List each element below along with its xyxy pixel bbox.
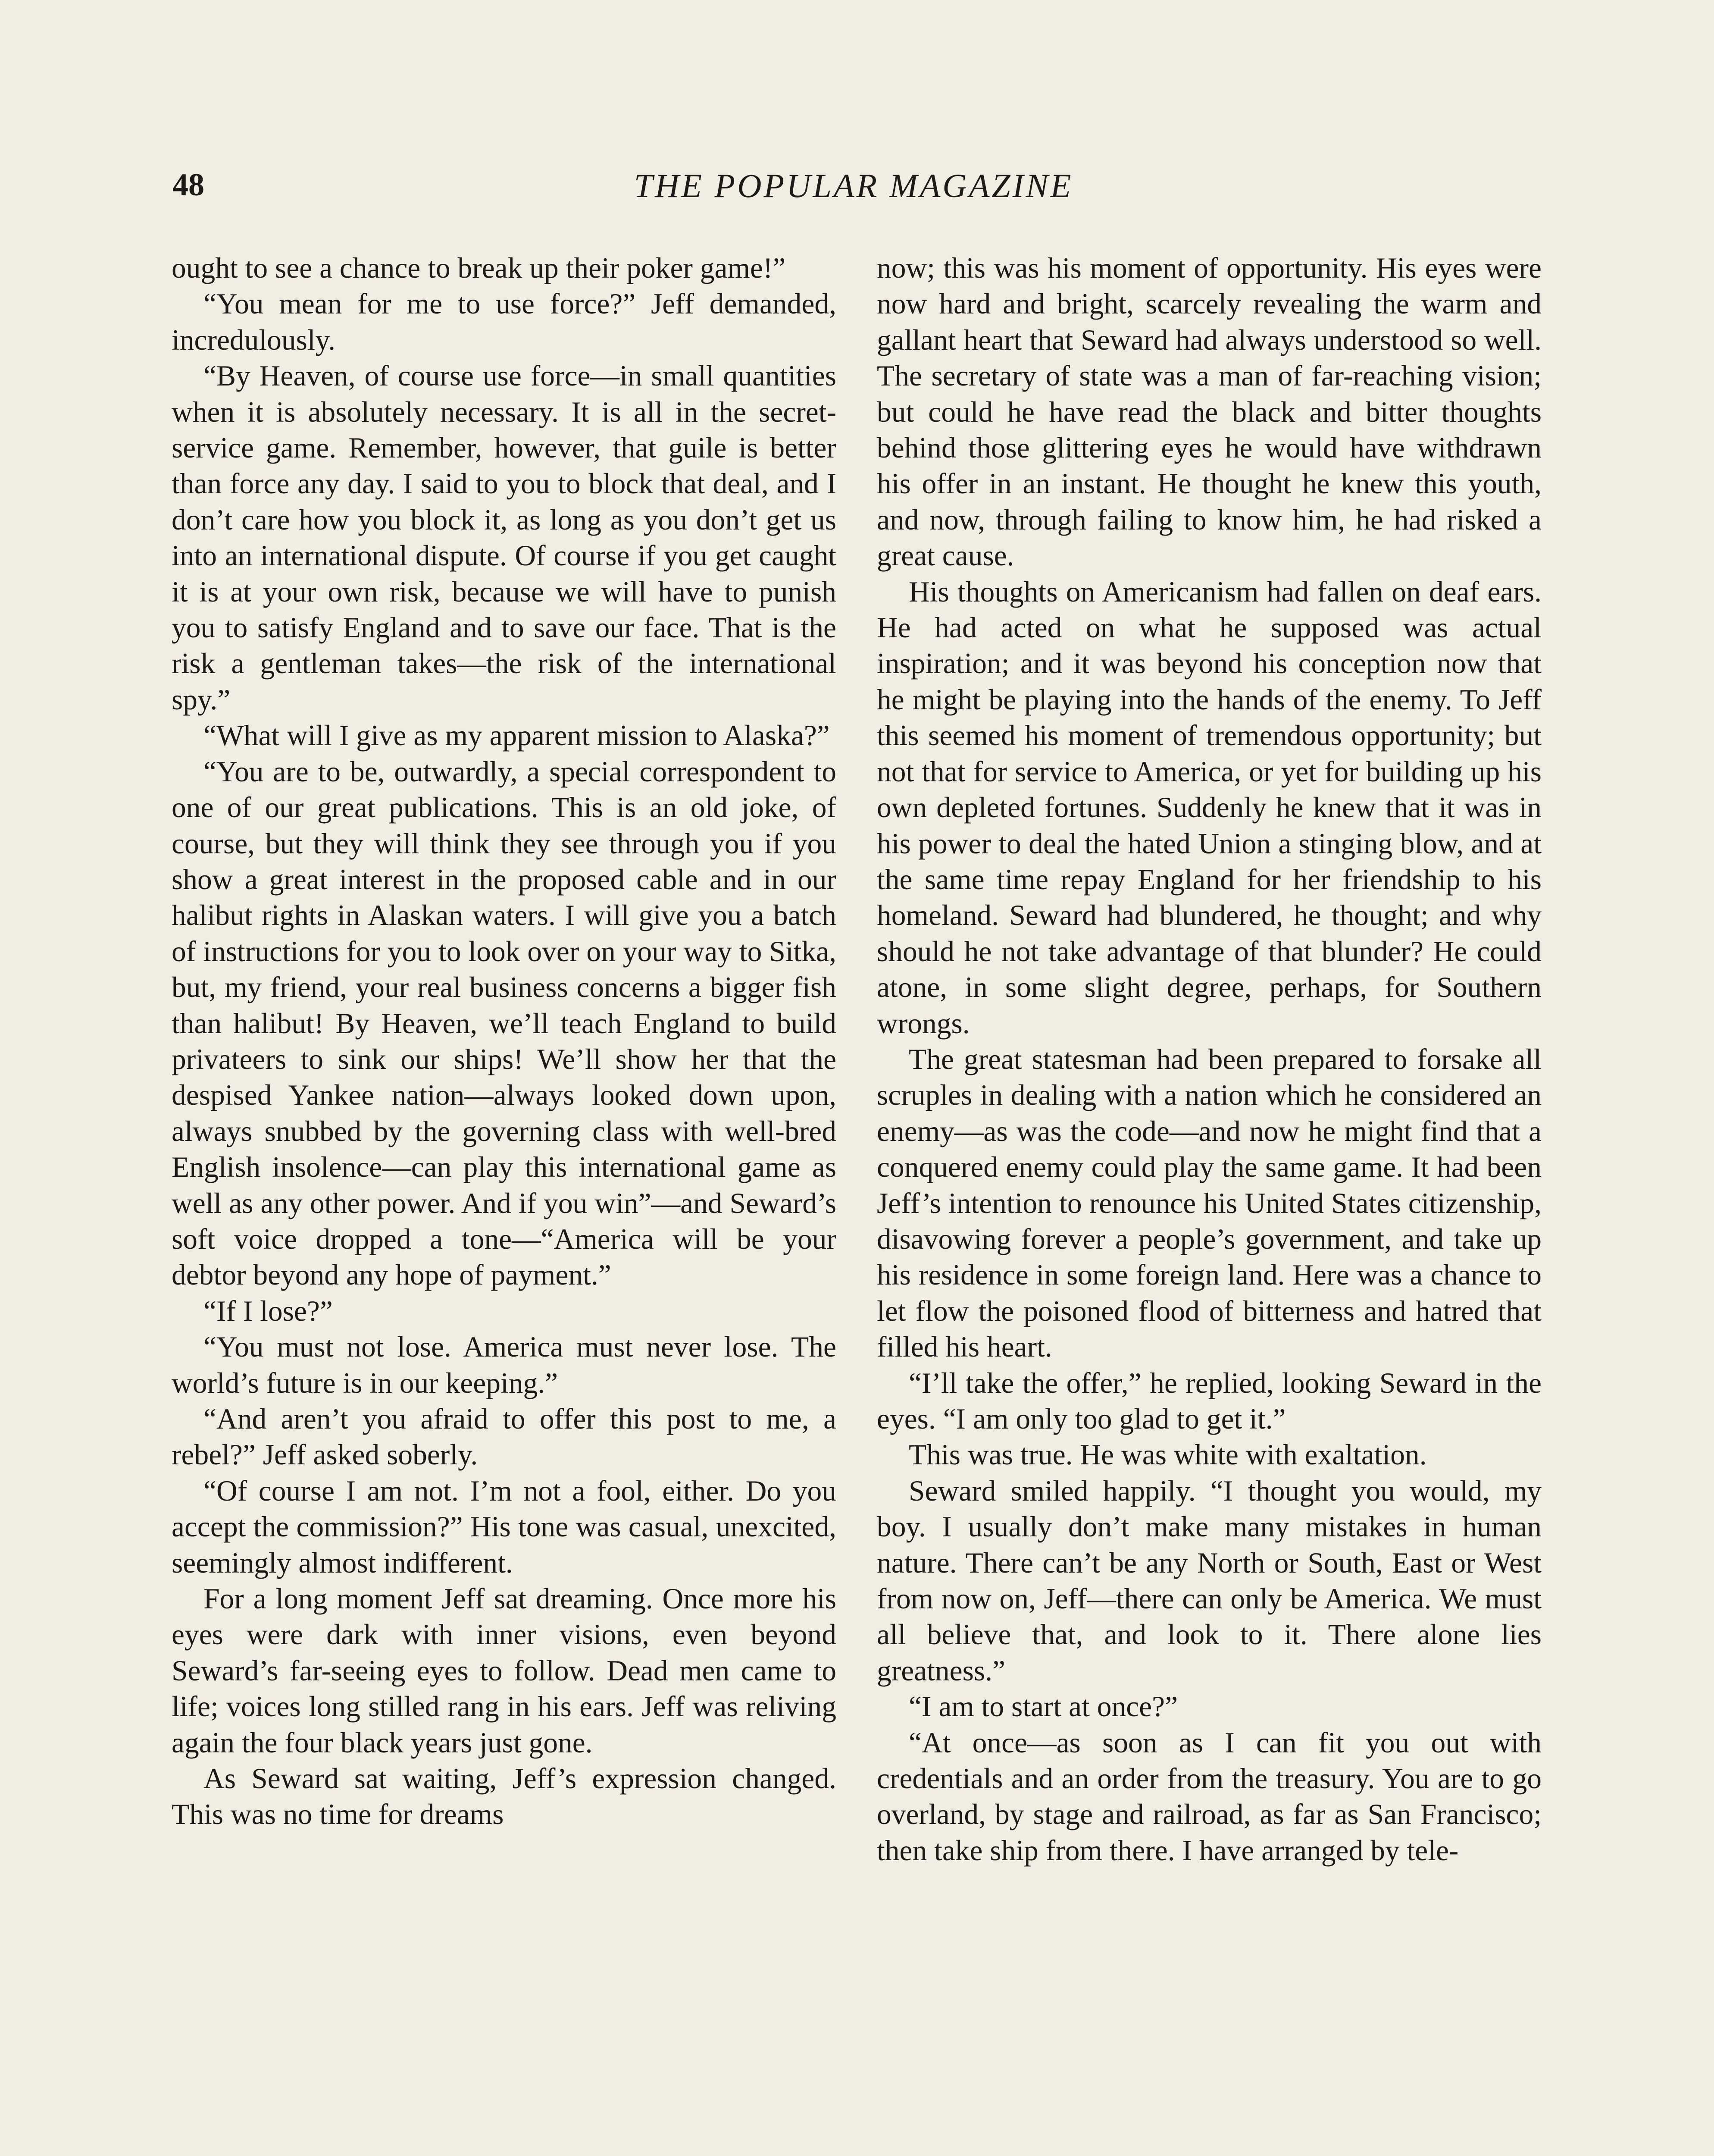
paragraph: As Seward sat waiting, Jeff’s expression changed. This was no time for dreams xyxy=(172,1762,836,1831)
page-number: 48 xyxy=(172,167,204,203)
paragraph: The great statesman had been prepared to forsake all scruples in dealing with a nation which he considered an enemy—as was the code—and now he might find that a conquered enemy could play the same game. It had been Jeff’s intention to renounce his United States citizenship, disavowing forever a people’s government, and take up his residence in some foreign land. Here was a chance to let flow the poisoned flood of bitterness and hatred that filled his heart. xyxy=(877,1043,1542,1363)
paragraph: “You mean for me to use force?” Jeff demanded, incredulously. xyxy=(172,288,836,356)
left-column xyxy=(172,250,836,1833)
paragraph: “You are to be, outwardly, a special correspondent to one of our great publications. This is an old joke, of course, but they will think they see through you if you show a great interest in the proposed cable and in our halibut rights in Alaskan waters. I will give you a batch of instructions for you to look over on your way to Sitka, but, my friend, your real business concerns a bigger fish than halibut! By Heaven, we’ll teach England to build privateers to sink our ships! We’ll show her that the despised Yankee nation—always looked down upon, always snubbed by the governing class with well-bred English insolence—can play this international game as well as any other power. And if you win”—and Seward’s soft voice dropped a tone—“America will be your debtor beyond any hope of payment.” xyxy=(172,755,836,1291)
paragraph: “What will I give as my apparent mission to Alaska?” xyxy=(203,719,830,752)
paragraph: “I’ll take the offer,” he replied, looking Seward in the eyes. “I am only too glad to get it.” xyxy=(877,1366,1542,1435)
paragraph: This was true. He was white with exaltation. xyxy=(909,1438,1427,1471)
paragraph: ought to see a chance to break up their poker game!” xyxy=(172,252,786,284)
paragraph: “You must not lose. America must never lose. The world’s future is in our keeping.” xyxy=(172,1331,836,1399)
paragraph: “If I lose?” xyxy=(203,1294,333,1327)
paragraph: “At once—as soon as I can fit you out with credentials and an order from the treasury. You are to go overland, by stage and railroad, as far as San Francisco; then take ship from there. I have arranged by tele- xyxy=(877,1726,1542,1867)
paragraph: “And aren’t you afraid to offer this post to me, a rebel?” Jeff asked soberly. xyxy=(172,1403,836,1471)
paragraph: “Of course I am not. I’m not a fool, either. Do you accept the commission?” His tone was casual, unexcited, seemingly almost indifferent. xyxy=(172,1474,836,1579)
paragraph: “By Heaven, of course use force—in small quantities when it is absolutely necessary. It is all in the secret-service game. Remember, however, that guile is better than force any day. I said to you to block that deal, and I don’t care how you block it, as long as you don’t get us into an international dispute. Of course if you get caught it is at your own risk, because we will have to punish you to satisfy England and to save our face. That is the risk a gentleman takes—the risk of the international spy.” xyxy=(172,360,836,716)
right-column xyxy=(877,250,1542,1868)
paragraph: His thoughts on Americanism had fallen on deaf ears. He had acted on what he supposed was actual inspiration; and it was beyond his conception now that he might be playing into the hands of the enemy. To Jeff this seemed his moment of tremendous opportunity; but not that for service to America, or yet for building up his own depleted fortunes. Suddenly he knew that it was in his power to deal the hated Union a stinging blow, and at the same time repay England for her friendship to his homeland. Seward had blundered, he thought; and why should he not take advantage of that blunder? He could atone, in some slight degree, perhaps, for Southern wrongs. xyxy=(877,575,1542,1040)
paragraph: “I am to start at once?” xyxy=(909,1690,1178,1723)
magazine-title: THE POPULAR MAGAZINE xyxy=(634,167,1073,204)
paragraph: For a long moment Jeff sat dreaming. Once more his eyes were dark with inner visions, even beyond Seward’s far-seeing eyes to follow. Dead men came to life; voices long stilled rang in his ears. Jeff was reliving again the four black years just gone. xyxy=(172,1583,836,1759)
paragraph: Seward smiled happily. “I thought you would, my boy. I usually don’t make many mistakes in human nature. There can’t be any North or South, East or West from now on, Jeff—there can only be America. We must all believe that, and look to it. There alone lies greatness.” xyxy=(877,1474,1542,1687)
paragraph: now; this was his moment of opportunity. His eyes were now hard and bright, scarcely revealing the warm and gallant heart that Seward had always understood so well. The secretary of state was a man of far-reaching vision; but could he have read the black and bitter thoughts behind those glittering eyes he would have withdrawn his offer in an instant. He thought he knew this youth, and now, through failing to know him, he had risked a great cause. xyxy=(877,252,1542,572)
